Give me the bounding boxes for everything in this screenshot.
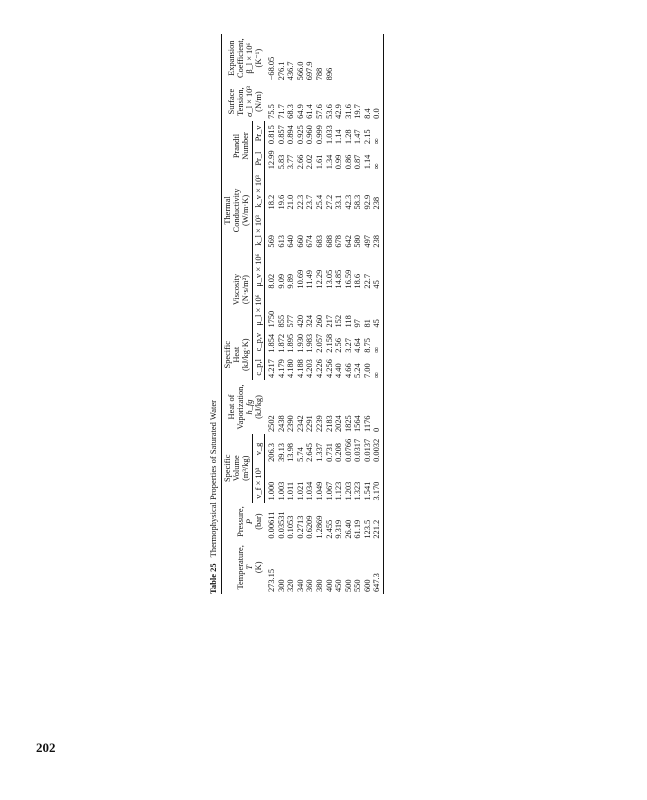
col-cpl: c_p,l: [252, 355, 264, 380]
table-row: [264, 34, 276, 594]
table-cell: 221.2: [372, 503, 383, 541]
table-cell: 0.0766: [343, 438, 353, 462]
table-cell: 360: [305, 579, 315, 592]
table-cell: 9.09: [276, 273, 286, 289]
table-row: [296, 34, 306, 594]
page-number: 202: [36, 740, 56, 755]
table-cell: 896: [324, 67, 334, 81]
col-temperature: Temperature, T (K): [222, 541, 265, 594]
table-cell: 4.203: [305, 359, 315, 378]
table-cell: 0.1053: [286, 515, 296, 539]
table-cell: 2390: [286, 415, 296, 432]
table-cell: 674: [305, 235, 315, 248]
table-cell: 31.6: [343, 104, 353, 119]
col-group-prandtl: Prandtl Number: [222, 121, 253, 171]
table-cell: 22.7: [362, 273, 372, 289]
table-cell: 340: [295, 579, 305, 592]
table-cell: 0.960: [305, 125, 315, 145]
table-cell: 13.05: [324, 269, 334, 289]
table-cell: 61.19: [353, 519, 363, 539]
table-cell: 58.3: [353, 194, 363, 210]
table-cell: 45: [372, 291, 383, 330]
table-cell: 9.89: [286, 273, 296, 289]
table-cell: 238: [372, 171, 383, 211]
table-cell: 1.34: [324, 154, 334, 170]
col-vf: v_f × 10³: [252, 464, 264, 503]
table-row: [334, 34, 344, 594]
table-cell: 1564: [353, 415, 363, 432]
table-cell: 97: [353, 319, 363, 328]
table-row: [372, 34, 383, 594]
table-cell: 9.319: [334, 519, 344, 539]
table-cell: 0.86: [343, 154, 353, 170]
col-group-viscosity: Viscosity (N·s/m²): [222, 250, 253, 330]
table-cell: [353, 34, 363, 82]
table-cell: 1176: [362, 415, 372, 432]
table-cell: 0.925: [295, 125, 305, 145]
table-body: [264, 34, 383, 594]
table-cell: 400: [324, 579, 334, 592]
table-cell: 123.5: [362, 519, 372, 539]
table-cell: 8.4: [362, 108, 372, 119]
table-cell: 1.203: [343, 481, 353, 501]
table-cell: 0.2713: [295, 515, 305, 539]
table-cell: 2.56: [334, 338, 344, 353]
table-cell: 4.64: [353, 338, 363, 353]
table-cell: 2438: [276, 415, 286, 432]
table-cell: 500: [343, 579, 353, 592]
table-cell: 2.02: [305, 154, 315, 170]
col-pressure: Pressure, P (bar): [222, 503, 265, 541]
table-cell: 4.180: [286, 359, 296, 378]
table-cell: 8.02: [266, 273, 276, 289]
table-cell: 276.1: [276, 61, 286, 81]
table-cell: 0.894: [286, 125, 296, 145]
table-cell: 324: [305, 314, 315, 328]
table-cell: 1750: [266, 310, 276, 328]
table-cell: ∞: [372, 355, 383, 380]
table-cell: 0.6209: [305, 515, 315, 539]
table-cell: 683: [314, 235, 324, 248]
table-cell: 4.66: [343, 363, 353, 378]
table-cell: 320: [286, 579, 296, 592]
table-cell: [334, 34, 344, 82]
table-row: [325, 34, 335, 594]
table-cell: 118: [343, 315, 353, 328]
table-cell: 0.999: [314, 125, 324, 145]
table-cell: 1825: [343, 415, 353, 432]
table-cell: 45: [372, 250, 383, 291]
col-group-specific-volume: Specific Volume (m³/kg): [222, 434, 253, 503]
table-cell: 5.83: [276, 154, 286, 170]
table-cell: 0.208: [334, 443, 344, 462]
table-cell: 550: [353, 579, 363, 592]
table-cell: 2239: [314, 415, 324, 432]
table-cell: 0.815: [266, 125, 276, 145]
table-cell: 613: [276, 235, 286, 248]
table-cell: 92.9: [362, 194, 372, 210]
saturated-water-table: [221, 34, 384, 594]
table-cell: 19.6: [276, 194, 286, 210]
table-cell: 18.2: [266, 194, 276, 210]
table-cell: 1.000: [266, 481, 276, 501]
table-cell: 1.034: [305, 481, 315, 501]
col-kv: k_v × 10³: [252, 171, 264, 211]
table-cell: 57.6: [314, 104, 324, 119]
table-cell: 238: [372, 211, 383, 249]
table-cell: 688: [324, 235, 334, 248]
table-cell: ∞: [372, 330, 383, 355]
table-cell: 566.0: [295, 61, 305, 81]
table-cell: 206.3: [266, 443, 276, 462]
col-heat-of-vaporization: Heat of Vaporization, h_fg (kJ/kg): [222, 380, 265, 434]
col-group-specific-heat: Specific Heat (kJ/kg·K): [222, 330, 253, 380]
table-cell: 1.930: [295, 333, 305, 353]
table-cell: 75.5: [266, 104, 276, 119]
table-cell: 4.188: [295, 359, 305, 378]
col-group-thermal-conductivity: Thermal Conductivity (W/m·K): [222, 171, 253, 249]
table-row: [315, 34, 325, 594]
col-cpv: c_p,v: [252, 330, 264, 355]
table-cell: 1.872: [276, 333, 286, 353]
table-cell: 5.24: [353, 363, 363, 378]
table-cell: 697.9: [305, 61, 315, 81]
table-cell: 855: [276, 314, 286, 328]
col-vg: v_g: [252, 434, 264, 464]
table-cell: 12.99: [266, 150, 276, 170]
table-cell: 0.00611: [266, 511, 276, 539]
table-cell: 260: [314, 314, 324, 328]
table-cell: 450: [334, 579, 344, 592]
table-cell: 2.15: [362, 129, 372, 145]
col-prl: Pr_l: [252, 146, 264, 171]
table-cell: 580: [353, 235, 363, 248]
table-cell: 64.9: [295, 104, 305, 119]
table-cell: 2291: [305, 415, 315, 432]
table-cell: 152: [334, 314, 344, 328]
col-mul: μ_l × 10⁶: [252, 291, 264, 330]
table-cell: 81: [362, 319, 372, 328]
table-cell: 0: [372, 380, 383, 434]
table-cell: 27.2: [324, 194, 334, 210]
table-cell: 19.7: [353, 104, 363, 119]
col-muv: μ_v × 10⁶: [252, 250, 264, 291]
table-cell: 5.74: [295, 447, 305, 462]
table-cell: 1.021: [295, 481, 305, 501]
table-cell: 4.40: [334, 363, 344, 378]
table-cell: 380: [314, 579, 324, 592]
table-cell: 1.011: [286, 481, 296, 501]
table-cell: 642: [343, 235, 353, 248]
table-cell: [372, 34, 383, 82]
table-cell: 16.59: [343, 269, 353, 289]
table-cell: 1.28: [343, 129, 353, 145]
table-cell: 2502: [266, 415, 276, 432]
table-caption: [208, 400, 218, 594]
table-cell: 577: [286, 314, 296, 328]
table-cell: 23.7: [305, 194, 315, 210]
table-cell: 8.75: [362, 338, 372, 353]
table-cell: 1.033: [324, 125, 334, 145]
table-cell: 2024: [334, 415, 344, 432]
table-row: [363, 34, 373, 594]
table-row: [344, 34, 354, 594]
table-cell: 678: [334, 235, 344, 248]
table-row: [305, 34, 315, 594]
table-cell: 42.9: [334, 104, 344, 119]
table-cell: 4.226: [314, 359, 324, 378]
table-cell: 0.0317: [353, 438, 363, 462]
table-cell: 0.0032: [372, 434, 383, 464]
table-cell: 2.057: [314, 333, 324, 353]
table-cell: 7.00: [362, 363, 372, 378]
table-cell: 0.731: [324, 443, 334, 462]
table-caption-title: Thermophysical Properties of Saturated Water: [208, 400, 218, 558]
table-cell: 33.1: [334, 194, 344, 210]
table-cell: 0.857: [276, 125, 286, 145]
table-cell: 13.98: [286, 443, 296, 462]
table-cell: 11.49: [305, 270, 315, 289]
table-cell: 660: [295, 235, 305, 248]
table-cell: 42.3: [343, 194, 353, 210]
table-cell: 273.15: [266, 568, 276, 592]
table-cell: 2183: [324, 415, 334, 432]
table-cell: 2.66: [295, 154, 305, 170]
col-kl: k_l × 10³: [252, 211, 264, 249]
table-cell: 2.158: [324, 333, 334, 353]
table-cell: 2.645: [305, 443, 315, 462]
table-cell: 647.3: [372, 541, 383, 594]
table-cell: 2.455: [324, 519, 334, 539]
table-cell: 2342: [295, 415, 305, 432]
table-cell: 1.895: [286, 333, 296, 353]
table-cell: 0.99: [334, 154, 344, 170]
table-cell: 1.47: [353, 129, 363, 145]
col-prv: Pr_v: [252, 121, 264, 146]
table-cell: ∞: [372, 121, 383, 146]
table-cell: 1.983: [305, 333, 315, 353]
table-cell: 0.03531: [276, 511, 286, 539]
rotated-table-block: [208, 34, 453, 594]
table-cell: 26.40: [343, 519, 353, 539]
table-cell: [363, 34, 373, 82]
table-cell: 68.3: [286, 104, 296, 119]
table-cell: 788: [314, 67, 324, 81]
table-cell: 0.0137: [362, 438, 372, 462]
table-cell: 3.27: [343, 338, 353, 353]
table-cell: 71.7: [276, 104, 286, 119]
table-cell: 39.13: [276, 443, 286, 462]
table-cell: 10.69: [295, 269, 305, 289]
table-cell: 420: [295, 314, 305, 328]
table-cell: 4.217: [266, 359, 276, 378]
table-cell: 3.77: [286, 154, 296, 170]
table-cell: 497: [362, 235, 372, 248]
table-row: [286, 34, 296, 594]
table-cell: 4.179: [276, 359, 286, 378]
table-cell: 18.6: [353, 273, 363, 289]
table-cell: 1.049: [314, 481, 324, 501]
table-cell: 600: [362, 579, 372, 592]
table-header-row: [222, 34, 253, 594]
table-cell: 0.0: [372, 82, 383, 120]
table-cell: −68.05: [266, 56, 276, 81]
table-cell: 4.256: [324, 359, 334, 378]
table-cell: 1.067: [324, 481, 334, 501]
table-cell: 25.4: [314, 194, 324, 210]
col-expansion-coefficient: Expansion Coefficient, β_l × 10⁶ (K⁻¹): [222, 34, 265, 82]
table-caption-label: Table 25: [208, 563, 218, 594]
table-cell: 1.541: [362, 481, 372, 501]
table-cell: 436.7: [286, 61, 296, 81]
table-cell: 1.337: [314, 443, 324, 462]
table-cell: 569: [266, 235, 276, 248]
table-cell: 1.14: [362, 154, 372, 170]
table-cell: 217: [324, 314, 334, 328]
table-cell: 53.6: [324, 104, 334, 119]
table-cell: 1.323: [353, 481, 363, 501]
table-cell: 1.14: [334, 129, 344, 145]
table-cell: 1.003: [276, 481, 286, 501]
table-cell: 21.0: [286, 194, 296, 210]
table-cell: 1.123: [334, 481, 344, 501]
table-cell: 0.87: [353, 154, 363, 170]
table-cell: 3.170: [372, 464, 383, 503]
table-cell: 1.854: [266, 333, 276, 353]
table-cell: 12.29: [314, 269, 324, 289]
table-cell: 14.85: [334, 269, 344, 289]
col-surface-tension: Surface Tension, σ_l × 10³ (N/m): [222, 82, 265, 120]
table-cell: [344, 34, 354, 82]
table-cell: 640: [286, 235, 296, 248]
table-cell: 300: [276, 579, 286, 592]
table-cell: 22.3: [295, 194, 305, 210]
table-cell: 1.61: [314, 154, 324, 170]
table-cell: 61.4: [305, 104, 315, 119]
table-row: [353, 34, 363, 594]
table-cell: ∞: [372, 146, 383, 171]
table-row: [277, 34, 287, 594]
table-cell: 1.2869: [314, 515, 324, 539]
